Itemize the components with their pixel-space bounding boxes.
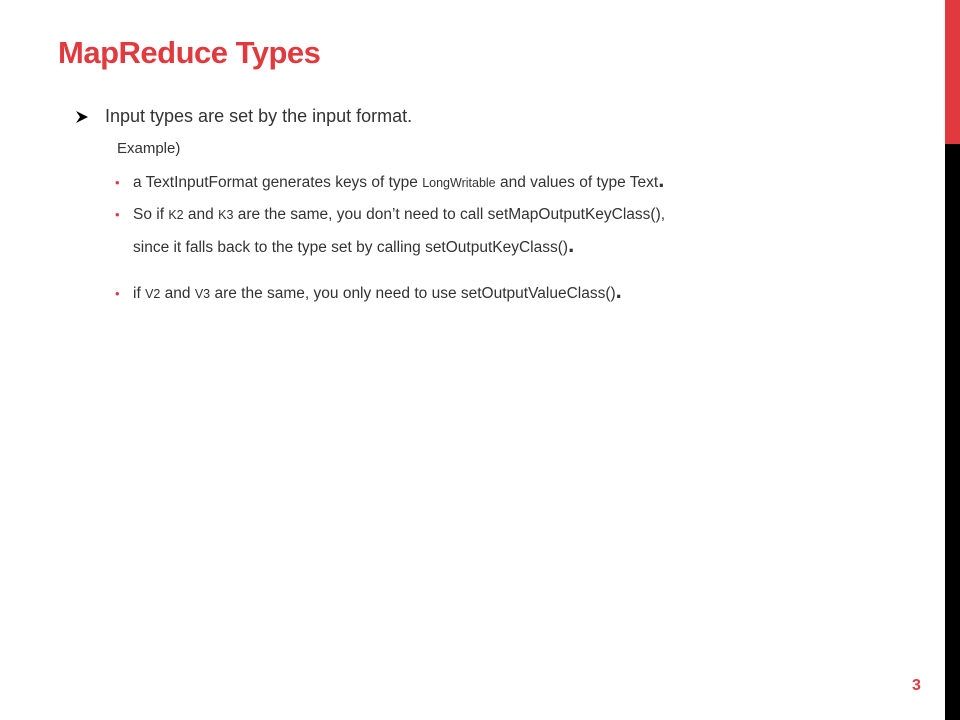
sub-bullet-2-continuation xyxy=(133,232,575,257)
round-bullet-icon: • xyxy=(115,207,120,222)
sub-bullet-1 xyxy=(115,167,665,192)
sub-bullet-1-text-a: a TextInputFormat generates keys of type xyxy=(133,174,423,191)
main-bullet xyxy=(76,106,412,127)
sub-bullet-2-text-d: K3 xyxy=(218,208,234,222)
sidebar-accent-red xyxy=(945,0,960,144)
sub-bullet-3-text-b: V2 xyxy=(145,287,161,301)
sub-bullet-3-text-c: and xyxy=(160,285,195,302)
sub-bullet-2 xyxy=(115,206,665,224)
sub-bullet-1-text-c: and values of type Text xyxy=(495,174,659,191)
sub-bullet-3-text-a: if xyxy=(133,285,146,302)
sub-bullet-2-text-e: are the same, you don’t need to call setMapOutputKeyClass(), xyxy=(233,206,666,223)
round-bullet-icon: • xyxy=(115,175,120,190)
arrow-bullet-icon xyxy=(76,111,88,123)
slide-title: MapReduce Types xyxy=(58,35,321,70)
sub-bullet-2-end: . xyxy=(568,232,575,257)
sub-bullet-3-end: . xyxy=(615,278,622,303)
example-label: Example) xyxy=(117,140,181,157)
sub-bullet-2-cont-text: since it falls back to the type set by calling setOutputKeyClass() xyxy=(133,239,569,256)
sub-bullet-3-text-d: V3 xyxy=(194,287,211,301)
main-bullet-text: Input types are set by the input format. xyxy=(105,106,413,126)
sub-bullet-1-end: . xyxy=(658,167,665,192)
sidebar-accent-black xyxy=(945,144,960,720)
sub-bullet-2-text-a: So if xyxy=(133,206,169,223)
sub-bullet-2-text-b: K2 xyxy=(168,208,184,222)
sub-bullet-1-text-b: LongWritable xyxy=(422,176,496,190)
sub-bullet-2-text-c: and xyxy=(183,206,219,223)
sub-bullet-3 xyxy=(115,278,622,303)
page-number: 3 xyxy=(912,677,921,694)
sub-bullet-3-text-e: are the same, you only need to use setOutputValueClass() xyxy=(210,285,616,302)
round-bullet-icon: • xyxy=(115,286,120,301)
